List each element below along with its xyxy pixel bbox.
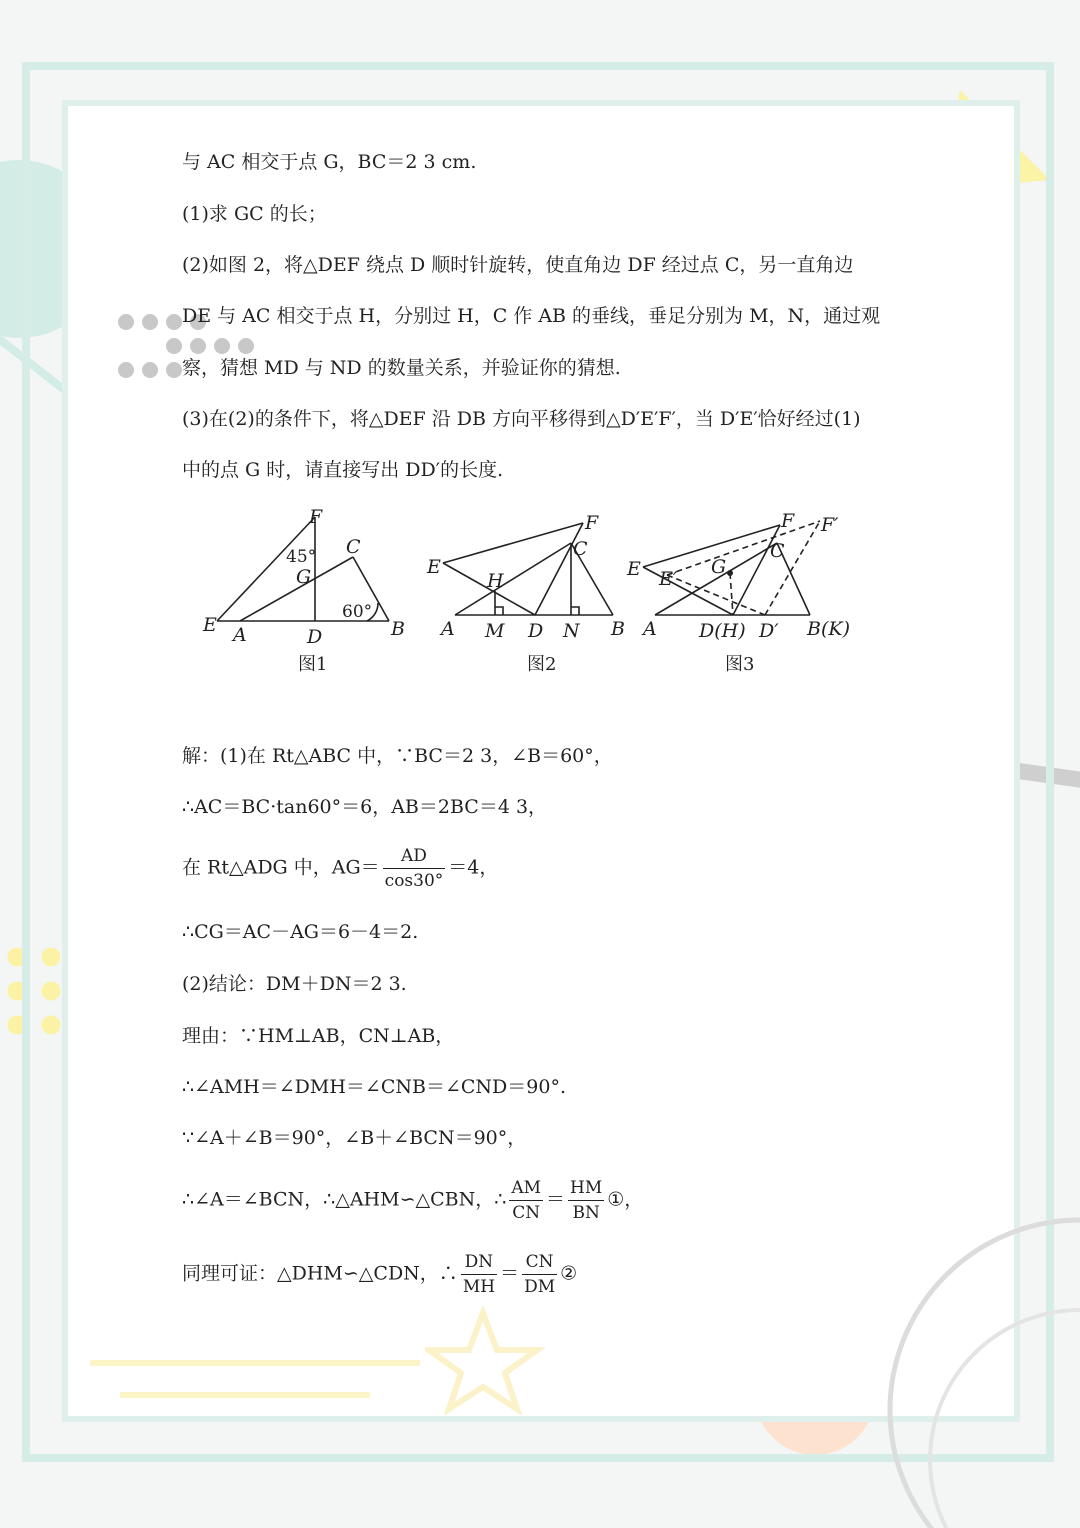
- fig2-label-A: A: [441, 618, 455, 640]
- solution-line-10-prefix: 同理可证：△DHM∽△CDN，∴: [182, 1262, 458, 1285]
- figure-3-caption: 图3: [725, 654, 755, 675]
- equals-sign: ＝: [546, 1188, 566, 1211]
- fig1-label-F: F: [309, 506, 323, 528]
- question-3-line-1: (3)在(2)的条件下，将△DEF 沿 DB 方向平移得到△D′E′F′，当 D′E′恰好经过(1): [182, 408, 861, 430]
- fig2-label-M: M: [485, 620, 505, 642]
- solution-line-3-suffix: ＝4，: [448, 856, 499, 879]
- fig1-label-angle60: 60°: [342, 602, 373, 622]
- fig3-label-Eprime: E′: [659, 568, 678, 590]
- fig2-label-D: D: [528, 620, 544, 642]
- fraction-numerator: AD: [401, 846, 427, 866]
- solution-line-3: [182, 844, 498, 893]
- fraction-denominator: MH: [461, 1274, 497, 1299]
- fig3-label-E: E: [627, 558, 641, 580]
- fraction-numerator: HM: [570, 1178, 603, 1198]
- fraction-dn-mh: [461, 1250, 497, 1299]
- solution-line-4: ∴CG＝AC－AG＝6－4＝2.: [182, 921, 419, 943]
- fraction-denominator: CN: [509, 1200, 543, 1225]
- fraction-cn-dm: [522, 1250, 557, 1299]
- solution-line-5: (2)结论：DM＋DN＝2 3.: [182, 973, 407, 995]
- solution-line-6: 理由：∵HM⊥AB，CN⊥AB，: [182, 1025, 455, 1047]
- fraction-numerator: DN: [464, 1252, 494, 1272]
- yellow-stripe-decoration: [90, 1360, 420, 1366]
- fig1-label-D: D: [307, 626, 323, 645]
- question-3-line-2: 中的点 G 时，请直接写出 DD′的长度.: [182, 459, 504, 481]
- fraction-numerator: AM: [511, 1178, 542, 1198]
- fraction-denominator: BN: [568, 1200, 604, 1225]
- problem-line-1: 与 AC 相交于点 G，BC＝2 3 cm.: [182, 151, 477, 173]
- fig1-label-A: A: [233, 624, 247, 645]
- fraction-numerator: CN: [525, 1252, 554, 1272]
- solution-line-2: ∴AC＝BC·tan60°＝6，AB＝2BC＝4 3，: [182, 796, 548, 818]
- fig3-label-F: F: [781, 510, 795, 532]
- solution-line-9: [182, 1176, 643, 1225]
- fig2-label-N: N: [563, 620, 580, 642]
- fig1-label-C: C: [346, 536, 361, 558]
- solution-line-9-prefix: ∴∠A＝∠BCN，∴△AHM∽△CBN，∴: [182, 1188, 507, 1211]
- question-2-line-3: 察，猜想 MD 与 ND 的数量关系，并验证你的猜想.: [182, 357, 621, 379]
- solution-line-3-prefix: 在 Rt△ADG 中，AG＝: [182, 856, 380, 879]
- fig2-label-C: C: [573, 538, 588, 560]
- solution-line-7: ∴∠AMH＝∠DMH＝∠CNB＝∠CND＝90°.: [182, 1076, 567, 1098]
- fig2-label-F: F: [585, 512, 599, 534]
- question-1: (1)求 GC 的长；: [182, 203, 327, 225]
- question-2-line-1: (2)如图 2，将△DEF 绕点 D 顺时针旋转，使直角边 DF 经过点 C，另一直角边: [182, 254, 854, 276]
- arc-lines-decoration: [830, 1200, 1080, 1528]
- question-2-line-2: DE 与 AC 相交于点 H，分别过 H，C 作 AB 的垂线，垂足分别为 M，N，通过观: [182, 305, 881, 327]
- fig2-label-E: E: [427, 556, 441, 578]
- fig2-label-H: H: [487, 570, 504, 592]
- yellow-stripe-decoration-2: [120, 1392, 370, 1398]
- solution-line-8: ∵∠A＋∠B＝90°，∠B＋∠BCN＝90°，: [182, 1127, 527, 1149]
- figure-2-caption: 图2: [527, 654, 557, 675]
- fig3-label-Dprime: D′: [759, 620, 779, 642]
- solution-line-10-suffix: ②: [560, 1262, 578, 1285]
- fig3-label-A: A: [643, 618, 657, 640]
- fig3-label-BK: B(K): [807, 618, 850, 640]
- fig2-label-B: B: [611, 618, 625, 640]
- star-outline-decoration: [425, 1305, 545, 1415]
- equals-sign: ＝: [500, 1262, 520, 1285]
- solution-line-9-suffix: ①，: [607, 1188, 644, 1211]
- figure-1: [195, 505, 415, 645]
- fraction-ad-cos30: [383, 844, 446, 893]
- figure-1-caption: 图1: [298, 654, 328, 675]
- fraction-denominator: DM: [522, 1274, 557, 1299]
- solution-line-1: 解：(1)在 Rt△ABC 中，∵BC＝2 3，∠B＝60°，: [182, 745, 613, 767]
- fig3-label-G: G: [711, 556, 727, 578]
- fig1-label-G: G: [296, 566, 312, 588]
- solution-line-10: [182, 1250, 577, 1299]
- fig3-label-C: C: [770, 540, 785, 562]
- figure-3: [625, 505, 865, 645]
- fig1-label-angle45: 45°: [286, 547, 317, 567]
- fraction-am-cn: [509, 1176, 543, 1225]
- fig1-label-B: B: [391, 618, 405, 640]
- fig3-label-Fprime: F′: [821, 514, 839, 536]
- figure-2: [425, 505, 640, 645]
- fig1-label-E: E: [203, 614, 217, 636]
- fraction-denominator: cos30°: [383, 868, 446, 893]
- fraction-hm-bn: [568, 1176, 604, 1225]
- fig3-label-DH: D(H): [699, 620, 746, 642]
